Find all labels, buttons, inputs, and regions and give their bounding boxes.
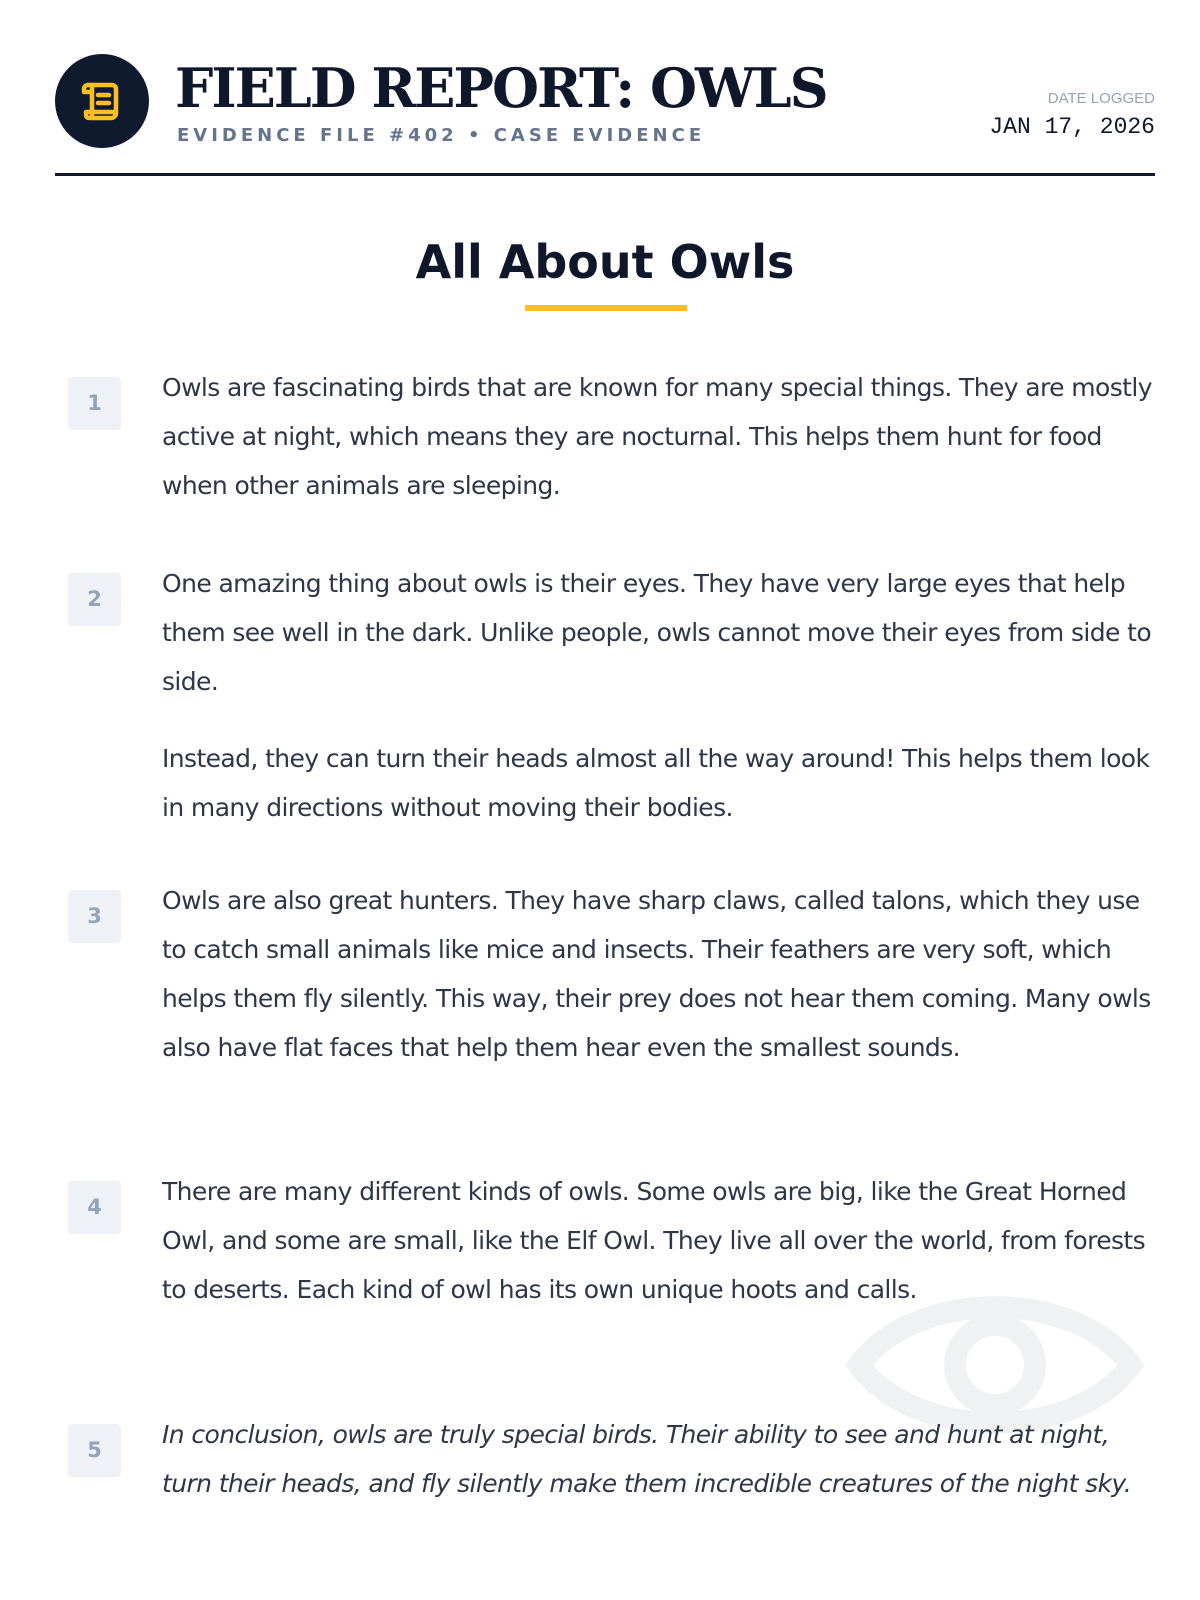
paragraph-number: 4: [68, 1181, 121, 1234]
report-subtitle: EVIDENCE FILE #402 • CASE EVIDENCE: [177, 125, 706, 146]
paragraph-line: One amazing thing about owls is their eyes. They have very large eyes that help them see well in the dark. Unlike people, owls cannot move their eyes from side to side.: [162, 569, 1152, 696]
paragraph-number: 2: [68, 573, 121, 626]
date-value: JAN 17, 2026: [989, 114, 1155, 140]
report-header: [55, 52, 1155, 176]
paragraph-number: 5: [68, 1424, 121, 1477]
title-underline: [525, 305, 687, 311]
report-title: FIELD REPORT: OWLS: [175, 56, 827, 120]
paragraph-number: 1: [68, 377, 121, 430]
paragraph-text: [162, 559, 1162, 832]
logo-badge: [55, 54, 149, 148]
date-label: DATE LOGGED: [1047, 90, 1155, 107]
paragraph-number: 3: [68, 890, 121, 943]
paragraph-line: Owls are fascinating birds that are known for many special things. They are mostly active at night, which means they are nocturnal. This helps them hunt for food when other animals are sleeping.: [162, 373, 1152, 500]
scroll-icon: [76, 75, 128, 127]
paragraph-line: Instead, they can turn their heads almost all the way around! This helps them look in many directions without moving their bodies.: [162, 744, 1150, 822]
document-title: All About Owls: [415, 235, 795, 289]
paragraph-line: Owls are also great hunters. They have sharp claws, called talons, which they use to catch small animals like mice and insects. Their feathers are very soft, which helps them fly silently. This way, their prey does not hear them coming. Many owls also have flat faces that help them hear even the smallest sounds.: [162, 886, 1151, 1062]
paragraph-line: There are many different kinds of owls. Some owls are big, like the Great Horned Owl, and some are small, like the Elf Owl. They live all over the world, from forests to deserts. Each kind of owl has its own unique hoots and calls.: [162, 1177, 1146, 1304]
paragraph-text: [162, 876, 1162, 1072]
paragraph-line: In conclusion, owls are truly special birds. Their ability to see and hunt at night, turn their heads, and fly silently make them incredible creatures of the night sky.: [162, 1420, 1132, 1498]
paragraph-text: [162, 1410, 1162, 1508]
paragraph-text: [162, 363, 1162, 510]
